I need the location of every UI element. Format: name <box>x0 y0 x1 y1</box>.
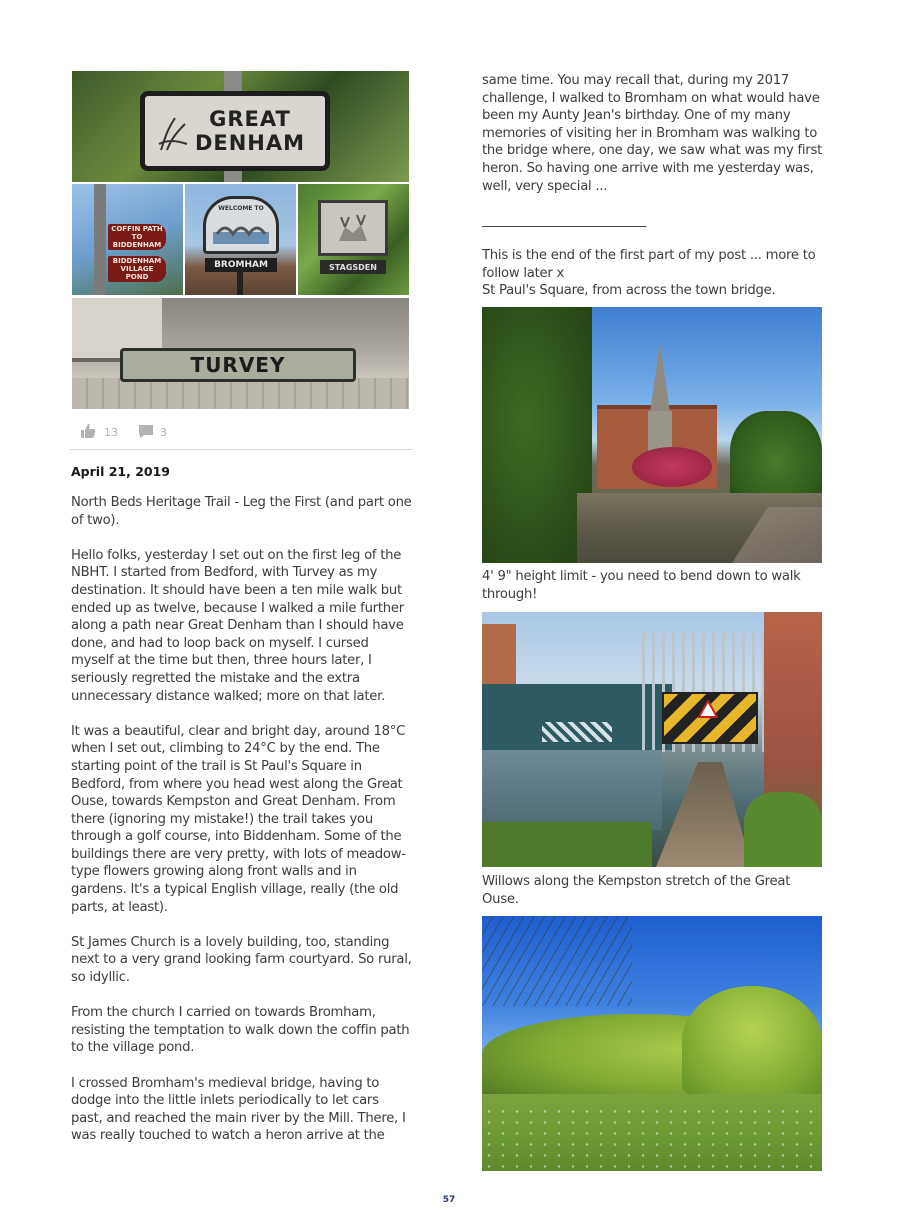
daisies <box>482 1106 822 1171</box>
church-tower <box>648 411 672 451</box>
stagsden-name-board <box>320 260 386 274</box>
end-note: This is the end of the first part of my post ... more to follow later x <box>482 248 816 281</box>
thumbs-up-icon[interactable] <box>80 423 96 443</box>
right-vegetation <box>744 792 822 867</box>
caption-willows: Willows along the Kempston stretch of the Great Ouse. <box>482 874 791 907</box>
post-paragraph-2: It was a beautiful, clear and bright day, around 18°C when I set out, climbing to 24°C by the end. The starting point of the trail is St Paul's Square in Bedford, from where you head west along the Great Ouse, towards Kempston and Great Denham. From there (ignoring my mistake!) the trail takes you through a golf course, into Biddenham. Some of the buildings there are very pretty, with lots of meadow-type flowers growing along front walls and in gardens. It's a typical English village, really (the old parts, at least). <box>71 723 406 915</box>
sign-collage <box>72 71 409 409</box>
coffin-path-sign <box>108 224 166 250</box>
post-date: April 21, 2019 <box>71 464 170 479</box>
post-paragraph-3: St James Church is a lovely building, too, standing next to a very grand looking farm courtyard. So rural, so idyllic. <box>71 934 412 986</box>
great-denham-photo <box>72 71 409 182</box>
coffin-path-label: COFFIN PATH TO BIDDENHAM <box>111 225 163 249</box>
stag-emblem-icon <box>331 213 375 243</box>
hazard-sign <box>662 692 758 744</box>
post-paragraph-continued: same time. You may recall that, during my 2017 challenge, I walked to Bromham on what would have been my Aunty Jean's birthday. One of my many memories of visiting her in Bromham was walking to the bridge where, one day, we saw what was my first heron. So having one arrive with me yesterday was, well, very special ... <box>482 73 822 194</box>
post-paragraph-1: Hello folks, yesterday I set out on the first leg of the NBHT. I started from Bedford, with Turvey as my destination. It should have been a ten mile walk but ended up as twelve, because I walked a mile further along a path near Great Denham than I should have done, and had to loop back on myself. I cursed myself at the time but then, three hours later, I seriously regretted the mistake and the extra unnecessary distance walked; more on that later. <box>71 547 404 704</box>
post-body-right-top <box>482 72 824 213</box>
bridge-emblem-icon <box>213 216 269 244</box>
willow-tree-right <box>682 986 822 1096</box>
left-trees <box>482 307 592 563</box>
great-denham-sign <box>140 91 330 171</box>
pink-blossom-tree <box>632 447 712 487</box>
bromham-welcome-text: WELCOME TO <box>218 205 264 212</box>
warning-triangle-icon <box>698 700 718 718</box>
likes-count: 13 <box>104 426 118 439</box>
post-paragraph-5: I crossed Bromham's medieval bridge, having to dodge into the little inlets periodically to let cars past, and reached the main river by the Mill. There, I was really touched to watch a heron arrive at the <box>71 1075 406 1144</box>
village-pond-label: BIDDENHAM VILLAGE POND <box>112 257 162 281</box>
stagsden-label: STAGSDEN <box>329 262 377 272</box>
comments-count: 3 <box>160 426 167 439</box>
great-denham-line-1: GREAT <box>209 107 291 131</box>
bromham-name-board <box>205 258 277 272</box>
page-number: 57 <box>442 1195 456 1205</box>
stagsden-village-sign-photo <box>298 184 409 295</box>
post-paragraph-4: From the church I carried on towards Bromham, resisting the temptation to walk down the coffin path to the village pond. <box>71 1005 410 1056</box>
post-title-paragraph: North Beds Heritage Trail - Leg the First (and part one of two). <box>71 495 412 528</box>
comment-icon[interactable] <box>138 424 154 443</box>
st-pauls-square-photo <box>482 307 822 563</box>
sign-legs <box>237 272 243 295</box>
great-denham-line-2: DENHAM <box>194 131 306 155</box>
reactions-bar <box>72 422 412 442</box>
grass-bank <box>482 822 652 867</box>
overhanging-branches <box>482 916 632 1006</box>
metal-pole <box>94 184 106 295</box>
turvey-sign-photo <box>72 298 409 409</box>
coffin-path-signpost-photo <box>72 184 183 295</box>
church-spire <box>650 343 670 413</box>
willows-photo <box>482 916 822 1171</box>
turvey-label: TURVEY <box>190 353 286 377</box>
post-body-left <box>71 494 414 1163</box>
canal-water <box>482 750 662 830</box>
bromham-village-sign-photo <box>185 184 296 295</box>
graffiti <box>542 722 612 742</box>
bird-emblem-icon <box>157 110 191 154</box>
turvey-sign <box>120 348 356 382</box>
bromham-welcome-board <box>203 196 279 254</box>
caption-st-pauls-square: St Paul's Square, from across the town bridge. <box>482 283 776 298</box>
stagsden-board <box>318 200 388 256</box>
caption-height-limit: 4' 9" height limit - you need to bend down to walk through! <box>482 569 801 602</box>
bromham-label: BROMHAM <box>214 260 268 270</box>
village-pond-sign <box>108 256 166 282</box>
height-limit-bridge-photo <box>482 612 822 867</box>
section-divider: ________________________________ <box>482 213 645 228</box>
stone-wall <box>72 378 409 409</box>
reactions-divider <box>70 449 412 450</box>
